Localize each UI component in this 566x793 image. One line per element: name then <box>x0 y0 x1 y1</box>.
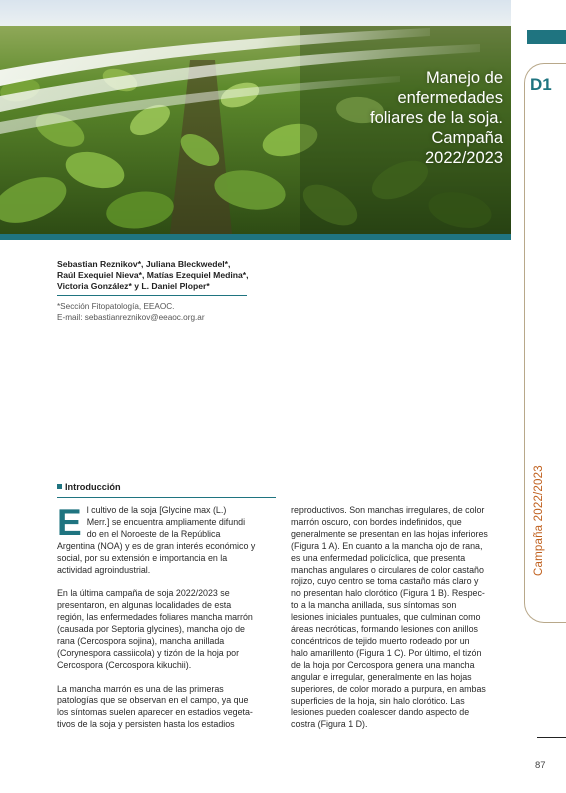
hero-photo-soybean-field <box>0 0 511 234</box>
text-line: Argentina (NOA) y es de gran interés económico y <box>57 540 256 551</box>
title-line: Manejo de <box>425 69 503 87</box>
text-line: to a la mancha anillada, sus síntomas son <box>291 600 457 611</box>
page-number: 87 <box>535 760 546 771</box>
text-line: marrón oscuro, con bordes indefinidos, que <box>291 516 462 527</box>
text-line: presentaron, en algunas localidades de esta <box>57 600 232 611</box>
title-line: Campaña <box>431 129 503 147</box>
text-line: social, por su extensión e importancia en la <box>57 552 228 563</box>
section-heading-introduccion <box>57 482 121 492</box>
author-line: Sebastian Reznikov*, Juliana Bleckwedel*, <box>57 259 231 269</box>
text-line: En la última campaña de soja 2022/2023 se <box>57 588 230 599</box>
text-line: (causada por Septoria glycines), mancha ojo de <box>57 624 245 635</box>
text-line: los síntomas suelen aparecer en estadios vegeta- <box>57 707 253 718</box>
body-column-right <box>291 505 512 743</box>
text-line: tivos de la soja y persisten hasta los estadios <box>57 719 235 730</box>
author-line: Raúl Exequiel Nieva*, Matías Ezequiel Medina*, <box>57 270 249 280</box>
text-line: áreas necróticas, formando lesiones con anillos <box>291 624 478 635</box>
text-line: superficies de la hoja, sin halo clorótico. Las <box>291 695 465 706</box>
text-line: l cultivo de la soja [Glycine max (L.) <box>86 505 227 515</box>
authors-divider <box>57 295 247 296</box>
text-line: concéntricos de tejido muerto rodeado por un <box>291 635 470 646</box>
section-code: D1 <box>530 75 552 94</box>
section-tab <box>527 30 566 44</box>
text-line: región, las enfermedades foliares mancha marrón <box>57 612 253 623</box>
campaign-vertical-label: Campaña 2022/2023 <box>533 465 545 576</box>
text-line: lesiones iniciales puntuales, que culminan como <box>291 612 481 623</box>
text-line: rana (Cercospora sojina), mancha anillada <box>57 635 225 646</box>
text-line: superiores, de color morado a purpura, en ambas <box>291 683 486 694</box>
paragraph <box>57 502 279 576</box>
text-line: costra (Figura 1 D). <box>291 719 368 730</box>
text-line: manchas angulares o circulares de color castaño <box>291 564 484 575</box>
text-line: Merr.] se encuentra ampliamente difundi <box>86 516 246 527</box>
body-column-left <box>57 502 279 743</box>
text-line: lesiones pueden coalescer dando aspecto de <box>291 707 470 718</box>
text-line: halo amarillento (Figura 1 C). Por último, el tizón <box>291 647 482 658</box>
heading-square-icon <box>57 484 62 489</box>
affiliation-block <box>57 301 277 323</box>
text-line: (Corynespora cassiicola) y tizón de la hoja por <box>57 647 240 658</box>
text-line: de la hoja por Cercospora genera una mancha <box>291 659 475 670</box>
text-line: patologías que se observan en el campo, ya que <box>57 695 249 706</box>
text-line: (Figura 1 A). En cuanto a la mancha ojo de rana, <box>291 540 483 551</box>
text-line: es una enfermedad policíclica, que presenta <box>291 552 466 563</box>
text-line: reproductivos. Son manchas irregulares, de color <box>291 505 485 515</box>
title-line: 2022/2023 <box>425 149 503 167</box>
paragraph <box>57 588 279 671</box>
section-divider <box>57 497 276 498</box>
author-list <box>57 259 257 292</box>
text-line: no presentan halo clorótico (Figura 1 B). Respec- <box>291 588 485 599</box>
author-email: E-mail: sebastianreznikov@eeaoc.org.ar <box>57 313 205 322</box>
text-line: Cercospora (Cercospora kikuchii). <box>57 659 192 670</box>
title-line: foliares de la soja. <box>370 109 503 127</box>
text-line: actividad agroindustrial. <box>57 564 151 575</box>
article-title <box>343 68 503 168</box>
title-line: enfermedades <box>397 89 503 107</box>
paragraph <box>57 684 279 732</box>
text-line: do en el Noroeste de la República <box>86 528 221 539</box>
hero-bottom-band <box>0 234 511 240</box>
author-line: Victoria González* y L. Daniel Ploper* <box>57 281 210 291</box>
heading-text: Introducción <box>65 482 121 492</box>
affiliation: *Sección Fitopatología, EEAOC. <box>57 302 175 311</box>
drop-cap: E <box>57 502 82 543</box>
text-line: La mancha marrón es una de las primeras <box>57 683 224 694</box>
text-line: rojizo, cuyo centro se toma castaño más claro y <box>291 576 479 587</box>
footer-rule <box>537 737 566 738</box>
text-line: angular e irregular, generalmente en las hojas <box>291 671 472 682</box>
paragraph <box>291 505 512 731</box>
text-line: generalmente se presentan en las hojas inferiores <box>291 528 488 539</box>
